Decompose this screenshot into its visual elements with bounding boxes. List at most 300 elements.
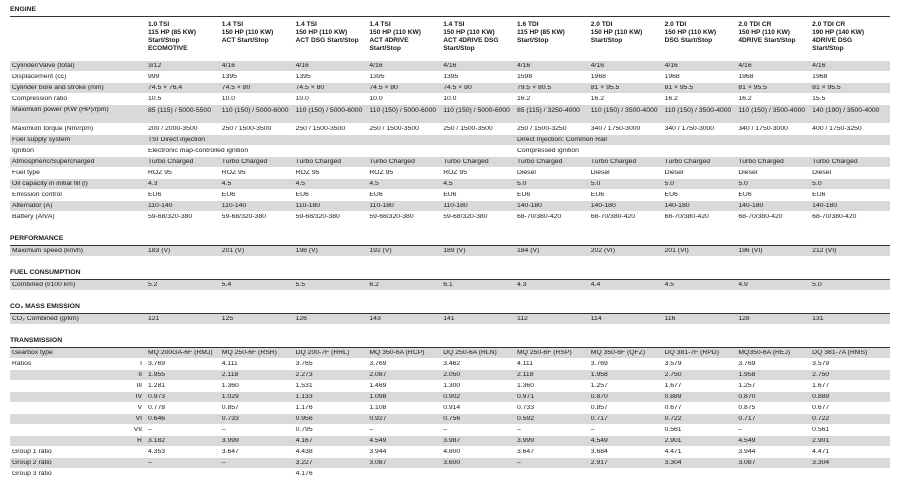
table-cell: 0.677 [812, 404, 830, 411]
table-cell: 4.549 [369, 437, 387, 444]
table-cell: MQ350-6A (REJ) [738, 349, 791, 356]
transmission-rows [10, 348, 890, 480]
model-name-line: Start/Stop [443, 44, 475, 52]
table-cell: 4.5 [295, 180, 306, 187]
table-row [10, 135, 890, 146]
table-cell: 1.098 [369, 393, 387, 400]
table-cell: EU6 [295, 191, 309, 198]
table-cell: DQ 381-7A (RMS) [812, 349, 868, 356]
table-cell: 126 [295, 315, 307, 322]
table-cell: 3.647 [516, 448, 534, 455]
table-cell: 3.999 [516, 437, 534, 444]
table-cell: 5.0 [812, 281, 822, 288]
table-cell: 79.5 × 80.5 [516, 84, 552, 91]
table-cell: 2.901 [664, 437, 682, 444]
table-cell: 1.955 [148, 371, 166, 378]
table-cell: 340 / 1750-3000 [738, 125, 788, 132]
table-cell: 68-70/380-420 [590, 213, 635, 220]
table-cell: 0.778 [148, 404, 166, 411]
table-cell: Turbo Charged [664, 158, 711, 165]
table-cell: 4.5 [221, 180, 232, 187]
table-cell: 10.0 [369, 95, 383, 102]
table-cell: 110 (150) / 5000-6000 [295, 107, 363, 114]
table-cell: 200 / 2000-3500 [148, 125, 198, 132]
model-name-line: 2.0 TDI [590, 21, 613, 28]
table-cell: 85 (115) / 3250-4000 [516, 107, 580, 114]
table-row [10, 381, 890, 392]
table-cell: DQ 250-6A (RLN) [443, 349, 497, 356]
table-row [10, 83, 890, 94]
table-cell: 0.756 [443, 415, 461, 422]
table-cell: DQ 381-7F (RPD) [664, 349, 719, 356]
table-cell: 0.717 [590, 415, 608, 422]
table-cell: 3.227 [295, 459, 313, 466]
table-cell: 110 (150) / 5000-6000 [369, 107, 437, 114]
table-cell: 110 (150) / 3500-4000 [664, 107, 732, 114]
model-name-line: 150 HP (110 KW) [295, 28, 348, 36]
table-cell: 3.182 [148, 437, 166, 444]
model-name [146, 21, 220, 61]
table-cell: 250 / 1500-3250 [516, 125, 567, 132]
model-name-line: Start/Stop [369, 44, 401, 52]
table-cell: 81 × 95.5 [812, 84, 841, 91]
table-cell: 1395 [443, 73, 459, 80]
table-cell: 4.5 [443, 180, 453, 187]
model-name-line: 4DRIVE Start/Stop [738, 36, 796, 44]
row-label: Emission control [12, 191, 62, 198]
table-cell: 0.956 [295, 415, 313, 422]
table-cell: 68-70/380-420 [738, 213, 783, 220]
row-label: Ignition [12, 147, 34, 154]
table-cell: 3.769 [590, 360, 608, 367]
table-cell: 0.646 [148, 415, 166, 422]
table-cell: 4.471 [664, 448, 682, 455]
table-cell: 59-68/320-380 [221, 213, 267, 220]
engine-section-title: ENGINE [10, 6, 890, 17]
table-cell: – [148, 426, 152, 433]
model-name-line: 2.0 TDI CR [812, 21, 846, 28]
table-cell: 1.108 [369, 404, 387, 411]
fuel-rows [10, 280, 890, 291]
table-cell: Turbo Charged [812, 158, 858, 165]
table-cell: Turbo Charged [590, 158, 637, 165]
table-cell: 110-140 [148, 202, 173, 209]
model-name-line: 1.0 TSI [148, 21, 170, 28]
table-cell: 10.0 [295, 95, 309, 102]
diesel-value: Direct Injection: Common Rail [517, 136, 607, 143]
row-label: Oil capacity in initial fill (l) [12, 180, 88, 187]
table-cell: 110 (150) / 5000-6000 [443, 107, 510, 114]
table-cell: – [369, 426, 374, 433]
table-row [10, 447, 890, 458]
table-cell: 250 / 1500-3500 [369, 125, 419, 132]
row-label: Battery (Ah/A) [12, 213, 55, 220]
table-cell: ROZ 95 [221, 169, 246, 176]
table-cell: 10.0 [443, 95, 457, 102]
table-cell: 0.592 [516, 415, 534, 422]
table-cell: 0.889 [812, 393, 830, 400]
table-row [10, 179, 890, 190]
table-cell: 3.944 [369, 448, 387, 455]
table-cell: EU6 [812, 191, 826, 198]
table-row [10, 168, 890, 179]
table-cell: 4/16 [664, 62, 678, 69]
table-cell: 4.549 [590, 437, 608, 444]
table-cell: 4/16 [295, 62, 309, 69]
petrol-value: TSI Direct injection [148, 136, 206, 143]
table-cell: 1968 [738, 73, 754, 80]
table-cell: MQ 200GA-6F (RMJ) [148, 349, 213, 356]
table-cell: 59-68/320-380 [148, 213, 193, 220]
table-cell: 2.901 [812, 437, 830, 444]
table-cell: 5.4 [221, 281, 232, 288]
table-cell: 5.5 [295, 281, 306, 288]
table-cell: – [738, 426, 743, 433]
table-cell: 212 (VI) [812, 247, 837, 254]
table-cell: 0.677 [664, 404, 682, 411]
row-label: Maximum speed (km/h) [12, 247, 84, 254]
model-name-line: DSG Start/Stop [664, 36, 713, 44]
table-cell: 3.944 [738, 448, 756, 455]
table-cell: – [148, 459, 152, 466]
row-label: Fuel supply system [12, 136, 71, 143]
row-label [10, 361, 146, 368]
table-cell: 1395 [221, 73, 237, 80]
table-cell: 2.050 [443, 371, 461, 378]
table-cell: 125 [221, 315, 234, 322]
model-name-line: 1.4 TSI [295, 21, 317, 28]
table-cell: 110 (150) / 5000-6000 [221, 107, 289, 114]
co2-rows [10, 314, 890, 325]
table-cell: 1.176 [295, 404, 313, 411]
model-name [367, 21, 441, 61]
table-cell: 16.2 [738, 95, 752, 102]
table-cell: 0.722 [664, 415, 682, 422]
table-cell: 340 / 1750-3000 [590, 125, 641, 132]
performance-section-title: PERFORMANCE [10, 235, 890, 246]
table-cell: 4.5 [664, 281, 675, 288]
table-cell: 128 [738, 315, 750, 322]
table-cell: 5.0 [738, 180, 748, 187]
row-label: Displacement (cc) [12, 73, 67, 80]
row-label: Gearbox type [12, 349, 53, 356]
table-cell: 1968 [590, 73, 606, 80]
table-cell: 4.471 [812, 448, 830, 455]
model-name-line: 2.0 TDI CR [738, 21, 772, 28]
row-label [10, 394, 146, 401]
table-cell: 0.795 [295, 426, 313, 433]
model-name-line: 150 HP (110 KW) [369, 28, 421, 36]
model-name-line: ACT 4DRIVE DSG [443, 36, 499, 44]
table-row [10, 348, 890, 359]
table-cell: 16.2 [590, 95, 605, 102]
table-cell: 340 / 1750-3000 [664, 125, 715, 132]
table-row [10, 124, 890, 135]
table-cell: 0.561 [664, 426, 682, 433]
table-cell: 183 (V) [148, 247, 171, 254]
table-cell: 81 × 95.5 [590, 84, 620, 91]
table-cell: 81 × 95.5 [664, 84, 694, 91]
model-name-line: 115 HP (85 KW) [516, 28, 565, 36]
table-cell: 6.1 [443, 281, 453, 288]
row-label: Atmospheric/Supercharged [12, 158, 95, 165]
table-cell: 4/16 [443, 62, 457, 69]
table-cell: 2.750 [664, 371, 682, 378]
table-cell: 1.300 [443, 382, 461, 389]
model-name-line: 150 HP (110 KW) [590, 28, 643, 36]
table-cell: 0.857 [221, 404, 239, 411]
row-label: Alternator (A) [12, 202, 53, 209]
table-cell: 1.281 [148, 382, 166, 389]
table-row [10, 105, 890, 124]
table-row [10, 212, 890, 223]
table-row [10, 201, 890, 212]
table-cell: 85 (115) / 5000-5500 [148, 107, 211, 114]
table-cell: – [221, 459, 226, 466]
row-label: Combined (l/100 km) [12, 281, 76, 288]
table-cell: 4/16 [221, 62, 236, 69]
table-cell: 2.118 [516, 371, 534, 378]
table-cell: 1968 [664, 73, 680, 80]
table-cell: 1.257 [590, 382, 608, 389]
table-cell: Diesel [516, 169, 536, 176]
table-cell: 2.273 [295, 371, 313, 378]
model-name [663, 21, 737, 61]
table-cell: 0.857 [590, 404, 608, 411]
table-cell: 1.257 [738, 382, 756, 389]
table-cell: 10.0 [221, 95, 236, 102]
model-name-line: 2.0 TDI [664, 21, 687, 28]
table-cell: 1968 [812, 73, 828, 80]
table-cell: 59-68/320-380 [369, 213, 414, 220]
table-cell: 4.3 [148, 180, 158, 187]
table-cell: 3.647 [221, 448, 239, 455]
table-cell: EU6 [443, 191, 457, 198]
row-label [10, 383, 146, 390]
model-name-line: 1.4 TSI [221, 21, 244, 28]
table-cell: 116 [664, 315, 676, 322]
table-cell: 1.360 [516, 382, 534, 389]
table-cell: 114 [590, 315, 602, 322]
table-cell: 5.0 [664, 180, 675, 187]
row-label: Fuel type [12, 169, 40, 176]
table-row [10, 469, 890, 480]
table-cell: 5.0 [516, 180, 527, 187]
table-cell: – [516, 459, 521, 466]
co2-section-title: CO₂ MASS EMISSION [10, 303, 890, 314]
table-cell: 3.462 [443, 360, 461, 367]
table-cell: 4.353 [148, 448, 166, 455]
model-name-line: 150 HP (110 KW) [738, 28, 790, 36]
table-cell: 74.5 × 76.4 [148, 84, 183, 91]
table-cell: 5.0 [590, 180, 601, 187]
table-cell: 59-68/320-380 [295, 213, 340, 220]
table-cell: 1.531 [295, 382, 313, 389]
table-cell: 3.087 [369, 459, 387, 466]
table-cell: Diesel [812, 169, 832, 176]
table-cell: DQ 200-7F (RRL) [295, 349, 350, 356]
table-cell: 110-140 [221, 202, 247, 209]
row-label: Cylinder bore and stroke (mm) [12, 84, 104, 91]
table-cell: Diesel [664, 169, 684, 176]
table-cell: 3.684 [590, 448, 608, 455]
model-name-line: 1.6 TDI [516, 21, 539, 28]
table-cell: 250 / 1500-3500 [221, 125, 272, 132]
table-cell: 4.438 [295, 448, 313, 455]
table-cell: 5.0 [812, 180, 822, 187]
table-cell: 1.958 [738, 371, 756, 378]
table-cell: 0.733 [221, 415, 239, 422]
table-row [10, 190, 890, 201]
table-cell: 74.5 × 80 [369, 84, 398, 91]
gear-label: V [137, 404, 142, 411]
table-cell: ROZ 95 [443, 169, 467, 176]
row-label [10, 438, 146, 445]
table-cell: 140 (190) / 3500-4000 [812, 107, 880, 114]
table-cell: 3.765 [295, 360, 313, 367]
table-cell: 112 [516, 315, 528, 322]
table-cell: Turbo Charged [369, 158, 415, 165]
table-cell: – [590, 426, 595, 433]
table-cell: 121 [148, 315, 160, 322]
table-cell: 140-180 [516, 202, 542, 209]
row-label: Group 3 ratio [12, 470, 52, 477]
table-cell: 4/16 [516, 62, 531, 69]
table-row [10, 436, 890, 447]
model-name-line: 4DRIVE DSG [812, 36, 853, 44]
table-cell: 0.875 [738, 404, 756, 411]
transmission-section-title: TRANSMISSION [10, 337, 890, 348]
table-cell: 4.4 [590, 281, 601, 288]
table-cell: 3.769 [369, 360, 387, 367]
table-cell: 201 (V) [221, 247, 245, 254]
model-name-line: ACT Start/Stop [221, 36, 269, 44]
table-cell: 5.2 [148, 281, 158, 288]
table-cell: 0.733 [516, 404, 534, 411]
table-cell: 3.987 [443, 437, 461, 444]
fuel-section-title: FUEL CONSUMPTION [10, 269, 890, 280]
table-cell: Turbo Charged [221, 158, 268, 165]
table-cell: 3.304 [664, 459, 682, 466]
table-row [10, 359, 890, 370]
model-name [220, 21, 294, 61]
model-name-line: Start/Stop [812, 44, 844, 52]
table-cell: 68-70/380-420 [516, 213, 562, 220]
table-cell: 4.167 [295, 437, 313, 444]
table-cell: ROZ 95 [369, 169, 394, 176]
table-cell: 198 (V) [295, 247, 318, 254]
model-name [589, 21, 663, 61]
table-cell: 4/16 [369, 62, 383, 69]
table-cell: 1598 [516, 73, 533, 80]
table-cell: 0.902 [443, 393, 461, 400]
table-row [10, 414, 890, 425]
table-cell: 184 (V) [516, 247, 540, 254]
table-cell: 0.561 [812, 426, 830, 433]
table-cell: EU6 [369, 191, 383, 198]
model-name [441, 21, 515, 61]
table-cell: 192 (V) [369, 247, 392, 254]
table-cell: MQ 250-6F (RSP) [516, 349, 572, 356]
table-cell: EU6 [590, 191, 605, 198]
table-cell: 110-180 [295, 202, 321, 209]
table-cell: 1.677 [812, 382, 830, 389]
table-cell: 1.133 [295, 393, 313, 400]
table-cell: 110 (150) / 3500-4000 [590, 107, 658, 114]
table-cell: 110-180 [369, 202, 394, 209]
table-cell: 3.999 [221, 437, 239, 444]
table-cell: 68-70/380-420 [812, 213, 857, 220]
table-cell: ROZ 95 [295, 169, 320, 176]
table-cell: 0.927 [369, 415, 387, 422]
table-cell: 140-180 [738, 202, 764, 209]
gear-label: VII [133, 426, 142, 433]
table-cell: 3.600 [443, 459, 461, 466]
diesel-value: Compressed ignition [517, 147, 579, 154]
table-cell: 2.118 [221, 371, 239, 378]
row-label: Maximum torque (Nm/rpm) [12, 125, 94, 132]
table-cell: 74.5 × 80 [221, 84, 251, 91]
ratios-label: Ratios [12, 360, 32, 367]
spec-sheet [10, 6, 890, 480]
row-label: Cylinder/Valve (total) [12, 62, 75, 69]
table-cell: – [443, 426, 447, 433]
table-cell: 196 (VI) [738, 247, 763, 254]
table-cell: 189 (V) [443, 247, 466, 254]
table-cell: EU6 [148, 191, 162, 198]
row-label [10, 372, 146, 379]
table-cell: 2.087 [369, 371, 387, 378]
table-row [10, 246, 890, 257]
table-cell: 3.769 [738, 360, 756, 367]
table-cell: ROZ 95 [148, 169, 172, 176]
table-cell: 110-180 [443, 202, 468, 209]
table-cell: Diesel [590, 169, 610, 176]
table-cell: 0.870 [738, 393, 756, 400]
table-cell: 74.5 × 80 [295, 84, 325, 91]
table-cell: EU6 [221, 191, 236, 198]
row-label [10, 427, 146, 434]
table-cell: 3.579 [664, 360, 682, 367]
model-name [810, 21, 884, 61]
table-cell: 74.5 × 80 [443, 84, 472, 91]
model-name-line: ACT DSG Start/Stop [295, 36, 359, 44]
table-cell: 4/16 [590, 62, 605, 69]
table-cell: 4.9 [738, 281, 748, 288]
engine-model-header [10, 17, 890, 61]
table-cell: Turbo Charged [738, 158, 784, 165]
table-cell: 999 [148, 73, 160, 80]
table-row [10, 61, 890, 72]
model-name-line: 1.4 TSI [369, 21, 391, 28]
table-cell: 250 / 1500-3500 [295, 125, 346, 132]
table-cell: 0.914 [443, 404, 461, 411]
row-label [10, 416, 146, 423]
table-row [10, 314, 890, 325]
table-cell: EU6 [516, 191, 531, 198]
model-name-line: 150 HP (110 KW) [221, 28, 274, 36]
model-name-line: ACT 4DRIVE [369, 36, 409, 44]
table-cell: 2.750 [812, 371, 830, 378]
table-row [10, 392, 890, 403]
table-cell: 110 (150) / 3500-4000 [738, 107, 806, 114]
table-cell: 6.2 [369, 281, 379, 288]
table-cell: 0.722 [812, 415, 830, 422]
table-cell: 131 [812, 315, 824, 322]
table-cell: 16.2 [664, 95, 678, 102]
row-label: Compression ratio [12, 95, 68, 102]
row-label: Maximum power (KW (HP)/rpm) [12, 107, 109, 113]
